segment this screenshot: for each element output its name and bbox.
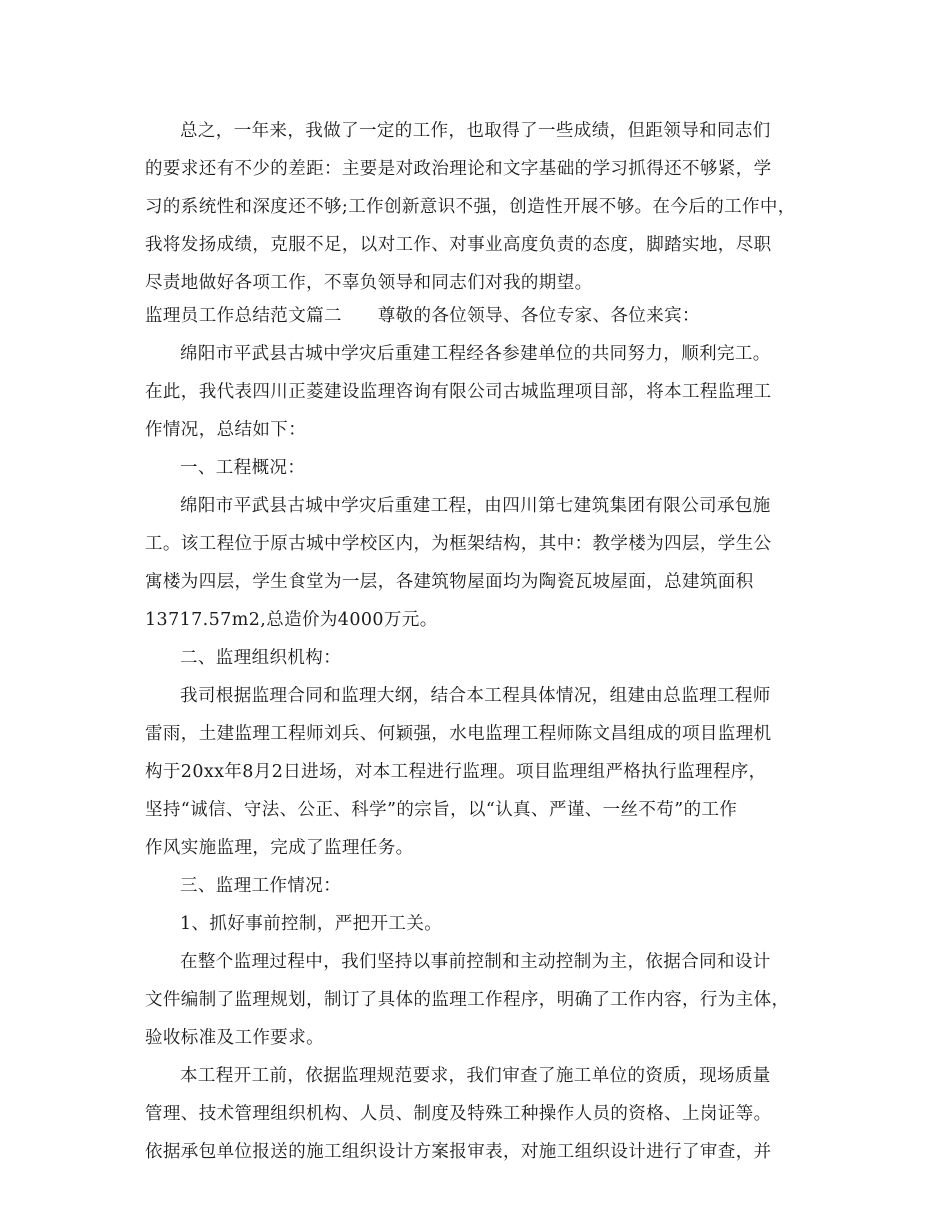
paragraph-line: 总之，一年来，我做了一定的工作，也取得了一些成绩，但距领导和同志们 [180, 121, 771, 141]
paragraph-line: 本工程开工前，依据监理规范要求，我们审查了施工单位的资质，现场质量 [180, 1066, 771, 1086]
paragraph-line: 构于20xx年8月2日进场，对本工程进行监理。项目监理组严格执行监理程序， [145, 762, 767, 782]
paragraph-line: 在整个监理过程中，我们坚持以事前控制和主动控制为主，依据合同和设计 [180, 952, 771, 972]
paragraph-line: 作情况，总结如下： [145, 420, 307, 440]
paragraph-line: 寓楼为四层，学生食堂为一层，各建筑物屋面均为陶瓷瓦坡屋面，总建筑面积 [145, 572, 754, 592]
paragraph-line: 我将发扬成绩，克服不足，以对工作、对事业高度负责的态度，脚踏实地，尽职 [145, 235, 772, 255]
paragraph-line: 验收标准及工作要求。 [145, 1028, 324, 1048]
paragraph-line: 13717.57m2,总造价为4000万元。 [145, 610, 438, 630]
paragraph-line: 习的系统性和深度还不够;工作创新意识不强，创造性开展不够。在今后的工作中， [145, 197, 796, 217]
section-heading: 三、监理工作情况： [180, 876, 342, 896]
paragraph-line: 在此，我代表四川正菱建设监理咨询有限公司古城监理项目部，将本工程监理工 [145, 382, 772, 402]
paragraph-line: 作风实施监理，完成了监理任务。 [145, 838, 414, 858]
paragraph-line: 工。该工程位于原古城中学校区内，为框架结构，其中：教学楼为四层，学生公 [145, 534, 772, 554]
paragraph-line: 绵阳市平武县古城中学灾后重建工程经各参建单位的共同努力，顺利完工。 [180, 344, 771, 364]
paragraph-line: 我司根据监理合同和监理大纲，结合本工程具体情况，组建由总监理工程师 [180, 686, 771, 706]
paragraph-line: 雷雨，土建监理工程师刘兵、何颖强，水电监理工程师陈文昌组成的项目监理机 [145, 724, 772, 744]
paragraph-line: 依据承包单位报送的施工组织设计方案报审表，对施工组织设计进行了审查，并 [145, 1142, 772, 1162]
section-heading: 二、监理组织机构： [180, 648, 342, 668]
paragraph-line: 绵阳市平武县古城中学灾后重建工程，由四川第七建筑集团有限公司承包施 [180, 496, 771, 516]
paragraph-line: 的要求还有不少的差距：主要是对政治理论和文字基础的学习抓得还不够紧，学 [145, 159, 772, 179]
paragraph-line: 坚持“诚信、守法、公正、科学”的宗旨，以“认真、严谨、一丝不苟”的工作 [145, 800, 738, 820]
section-heading-line: 监理员工作总结范文篇二 尊敬的各位领导、各位专家、各位来宾： [145, 306, 700, 326]
section-heading: 一、工程概况： [180, 458, 306, 478]
paragraph-line: 尽责地做好各项工作，不辜负领导和同志们对我的期望。 [145, 273, 593, 293]
paragraph-line: 管理、技术管理组织机构、人员、制度及特殊工种操作人员的资格、上岗证等。 [145, 1104, 772, 1124]
paragraph-line: 文件编制了监理规划，制订了具体的监理工作程序，明确了工作内容，行为主体， [145, 990, 790, 1010]
subsection-heading: 1、抓好事前控制，严把开工关。 [180, 914, 443, 934]
